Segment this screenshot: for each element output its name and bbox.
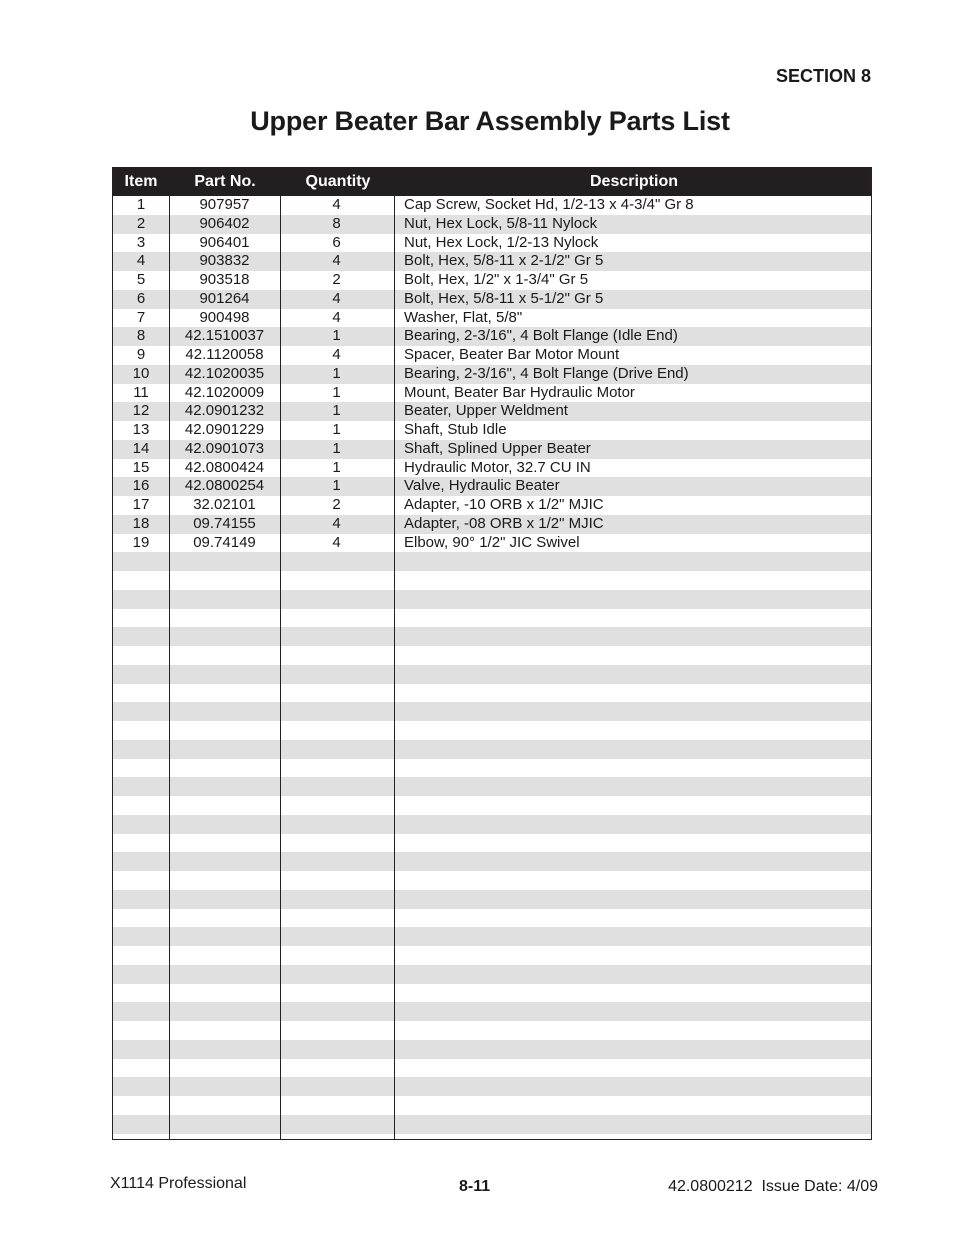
- description-cell: Bearing, 2-3/16", 4 Bolt Flange (Drive End): [404, 364, 689, 382]
- table-row: [113, 346, 871, 365]
- empty-table-row: [113, 759, 871, 778]
- empty-table-row: [113, 871, 871, 890]
- table-header: [113, 168, 871, 196]
- parts-table: [112, 167, 872, 1140]
- part-no-cell: 09.74149: [193, 533, 256, 551]
- table-row: [113, 290, 871, 309]
- table-row: [113, 215, 871, 234]
- table-row: [113, 402, 871, 421]
- description-cell: Hydraulic Motor, 32.7 CU IN: [404, 458, 591, 476]
- part-no-cell: 901264: [199, 289, 250, 307]
- table-row: [113, 421, 871, 440]
- part-no-cell: 903832: [199, 252, 250, 270]
- table-row: [113, 365, 871, 384]
- quantity-cell: 4: [332, 514, 341, 532]
- part-no-cell: 42.0901073: [184, 439, 265, 457]
- quantity-cell: 1: [332, 439, 341, 457]
- quantity-cell: 2: [332, 271, 341, 288]
- empty-table-row: [113, 571, 871, 590]
- column-divider: [280, 196, 281, 1139]
- quantity-cell: 1: [332, 458, 341, 476]
- item-cell: 4: [136, 252, 146, 270]
- empty-table-row: [113, 965, 871, 984]
- empty-table-row: [113, 684, 871, 703]
- column-header-item: Item: [124, 173, 158, 190]
- description-cell: Nut, Hex Lock, 5/8-11 Nylock: [404, 214, 598, 232]
- empty-table-row: [113, 984, 871, 1003]
- description-cell: Valve, Hydraulic Beater: [404, 477, 560, 495]
- empty-table-row: [113, 852, 871, 871]
- column-divider: [169, 196, 170, 1139]
- empty-table-row: [113, 646, 871, 665]
- table-body: [113, 196, 871, 1134]
- empty-table-row: [113, 1115, 871, 1134]
- item-cell: 10: [132, 364, 150, 382]
- table-row: [113, 384, 871, 403]
- quantity-cell: 1: [332, 383, 341, 401]
- footer-doc-info: 42.0800212 Issue Date: 4/09: [668, 1178, 878, 1195]
- item-cell: 19: [132, 533, 150, 551]
- quantity-cell: 4: [332, 196, 341, 213]
- table-row: [113, 196, 871, 215]
- quantity-cell: 4: [332, 308, 341, 326]
- table-row: [113, 234, 871, 253]
- part-no-cell: 906401: [199, 233, 250, 251]
- description-cell: Bolt, Hex, 1/2" x 1-3/4" Gr 5: [404, 271, 589, 288]
- empty-table-row: [113, 1002, 871, 1021]
- description-cell: Shaft, Stub Idle: [404, 421, 507, 438]
- description-cell: Beater, Upper Weldment: [404, 402, 568, 420]
- part-no-cell: 42.1120058: [185, 346, 264, 363]
- quantity-cell: 1: [332, 477, 341, 495]
- item-cell: 2: [136, 214, 146, 232]
- empty-table-row: [113, 927, 871, 946]
- description-cell: Spacer, Beater Bar Motor Mount: [404, 346, 620, 363]
- empty-table-row: [113, 702, 871, 721]
- column-header-description: Description: [589, 173, 678, 190]
- description-cell: Adapter, -08 ORB x 1/2" MJIC: [404, 514, 604, 532]
- empty-table-row: [113, 1077, 871, 1096]
- item-cell: 9: [136, 346, 146, 363]
- part-no-cell: 09.74155: [193, 514, 256, 532]
- item-cell: 6: [136, 289, 146, 307]
- page-number: 8-11: [459, 1178, 491, 1195]
- table-row: [113, 459, 871, 478]
- part-no-cell: 42.1020035: [184, 364, 265, 382]
- quantity-cell: 6: [332, 233, 341, 251]
- description-cell: Bolt, Hex, 5/8-11 x 5-1/2" Gr 5: [404, 289, 604, 307]
- quantity-cell: 1: [332, 364, 341, 382]
- empty-table-row: [113, 1040, 871, 1059]
- item-cell: 16: [132, 477, 150, 495]
- item-cell: 1: [136, 196, 146, 213]
- table-row: [113, 496, 871, 515]
- column-header-quantity: Quantity: [305, 173, 371, 190]
- empty-table-row: [113, 721, 871, 740]
- table-row: [113, 515, 871, 534]
- empty-table-row: [113, 1021, 871, 1040]
- quantity-cell: 4: [332, 252, 341, 270]
- table-row: [113, 327, 871, 346]
- description-cell: Bolt, Hex, 5/8-11 x 2-1/2" Gr 5: [404, 252, 604, 270]
- item-cell: 17: [132, 496, 150, 513]
- description-cell: Adapter, -10 ORB x 1/2" MJIC: [404, 496, 604, 513]
- description-cell: Bearing, 2-3/16", 4 Bolt Flange (Idle End): [404, 327, 678, 345]
- table-row: [113, 271, 871, 290]
- quantity-cell: 1: [332, 402, 341, 420]
- empty-table-row: [113, 609, 871, 628]
- table-row: [113, 477, 871, 496]
- part-no-cell: 42.1020009: [184, 383, 265, 401]
- footer-model: X1114 Professional: [110, 1175, 247, 1192]
- part-no-cell: 42.0800424: [184, 458, 265, 476]
- description-cell: Nut, Hex Lock, 1/2-13 Nylock: [404, 233, 599, 251]
- empty-table-row: [113, 627, 871, 646]
- table-row: [113, 534, 871, 553]
- part-no-cell: 900498: [199, 308, 250, 326]
- column-divider: [394, 196, 395, 1139]
- quantity-cell: 4: [332, 289, 341, 307]
- quantity-cell: 8: [332, 214, 341, 232]
- description-cell: Mount, Beater Bar Hydraulic Motor: [404, 383, 635, 401]
- item-cell: 18: [132, 514, 150, 532]
- description-cell: Cap Screw, Socket Hd, 1/2-13 x 4-3/4" Gr 8: [404, 196, 694, 213]
- quantity-cell: 2: [332, 496, 341, 513]
- part-no-cell: 42.0901232: [184, 402, 265, 420]
- item-cell: 5: [136, 271, 146, 288]
- column-header-part-no: Part No.: [194, 173, 256, 190]
- part-no-cell: 906402: [199, 214, 250, 232]
- empty-table-row: [113, 552, 871, 571]
- empty-table-row: [113, 665, 871, 684]
- quantity-cell: 1: [332, 421, 341, 438]
- item-cell: 14: [132, 439, 150, 457]
- empty-table-row: [113, 796, 871, 815]
- part-no-cell: 903518: [199, 271, 250, 288]
- part-no-cell: 42.1510037: [184, 327, 265, 345]
- empty-table-row: [113, 890, 871, 909]
- table-row: [113, 252, 871, 271]
- empty-table-row: [113, 815, 871, 834]
- quantity-cell: 1: [332, 327, 341, 345]
- empty-table-row: [113, 590, 871, 609]
- page-title: Upper Beater Bar Assembly Parts List: [250, 106, 730, 136]
- empty-table-row: [113, 909, 871, 928]
- part-no-cell: 907957: [199, 196, 250, 213]
- table-row: [113, 440, 871, 459]
- description-cell: Elbow, 90° 1/2" JIC Swivel: [404, 533, 580, 551]
- table-row: [113, 309, 871, 328]
- empty-table-row: [113, 740, 871, 759]
- item-cell: 13: [132, 421, 150, 438]
- empty-table-row: [113, 946, 871, 965]
- item-cell: 8: [136, 327, 146, 345]
- section-label: SECTION 8: [775, 66, 871, 86]
- empty-table-row: [113, 777, 871, 796]
- item-cell: 15: [132, 458, 150, 476]
- description-cell: Shaft, Splined Upper Beater: [404, 439, 591, 457]
- quantity-cell: 4: [332, 533, 341, 551]
- item-cell: 12: [132, 402, 150, 420]
- item-cell: 7: [136, 308, 146, 326]
- part-no-cell: 42.0901229: [184, 421, 265, 438]
- item-cell: 3: [136, 233, 146, 251]
- description-cell: Washer, Flat, 5/8": [404, 308, 523, 326]
- empty-table-row: [113, 1096, 871, 1115]
- item-cell: 11: [133, 383, 149, 401]
- empty-table-row: [113, 1059, 871, 1078]
- part-no-cell: 32.02101: [193, 496, 256, 513]
- quantity-cell: 4: [332, 346, 341, 363]
- empty-table-row: [113, 834, 871, 853]
- part-no-cell: 42.0800254: [184, 477, 265, 495]
